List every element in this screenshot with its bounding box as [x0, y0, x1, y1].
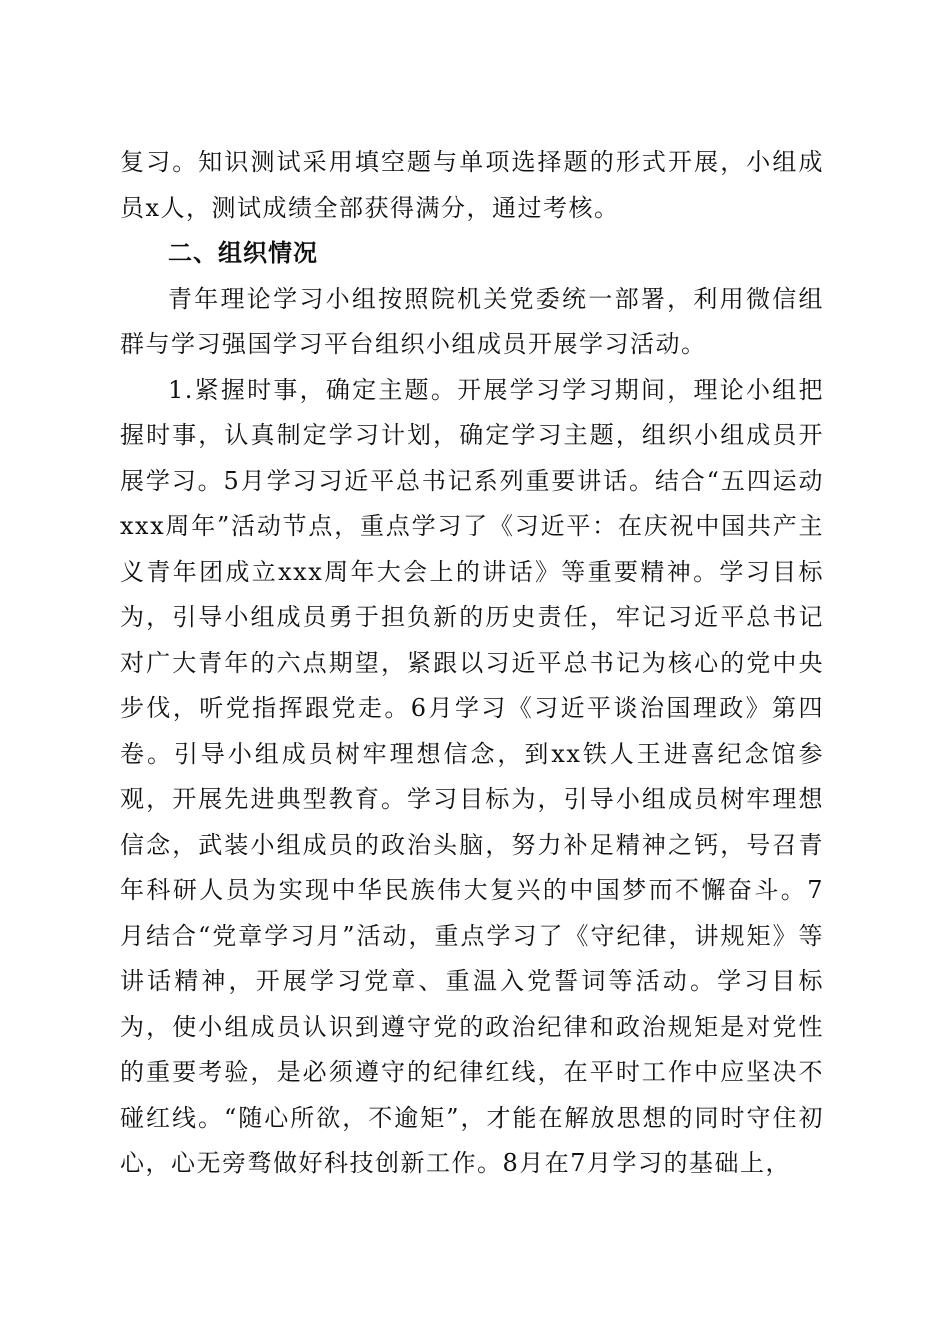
document-body — [120, 140, 824, 1187]
paragraph-continuation: 复习。知识测试采用填空题与单项选择题的形式开展，小组成员x人，测试成绩全部获得满分，通过考核。 — [120, 148, 824, 222]
paragraph-item-1: 1.紧握时事，确定主题。开展学习学习期间，理论小组把握时事，认真制定学习计划，确定学习主题，组织小组成员开展学习。5月学习习近平总书记系列重要讲话。结合“五四运动xxx周年”活动节点，重点学习了《习近平：在庆祝中国共产主义青年团成立xxx周年大会上的讲话》等重要精神。学习目标为，引导小组成员勇于担负新的历史责任，牢记习近平总书记对广大青年的六点期望，紧跟以习近平总书记为核心的党中央步伐，听党指挥跟党走。6月学习《习近平谈治国理政》第四卷。引导小组成员树牢理想信念，到xx铁人王进喜纪念馆参观，开展先进典型教育。学习目标为，引导小组成员树牢理想信念，武装小组成员的政治头脑，努力补足精神之钙，号召青年科研人员为实现中华民族伟大复兴的中国梦而不懈奋斗。7月结合“党章学习月”活动，重点学习了《守纪律，讲规矩》等讲话精神，开展学习党章、重温入党誓词等活动。学习目标为，使小组成员认识到遵守党的政治纪律和政治规矩是对党性的重要考验，是必须遵守的纪律红线，在平时工作中应坚决不碰红线。“随心所欲，不逾矩”，才能在解放思想的同时守住初心，心无旁骛做好科技创新工作。8月在7月学习的基础上， — [120, 375, 824, 1177]
paragraph-intro: 青年理论学习小组按照院机关党委统一部署，利用微信组群与学习强国学习平台组织小组成员开展学习活动。 — [120, 284, 824, 358]
section-heading: 二、组织情况 — [168, 239, 318, 267]
